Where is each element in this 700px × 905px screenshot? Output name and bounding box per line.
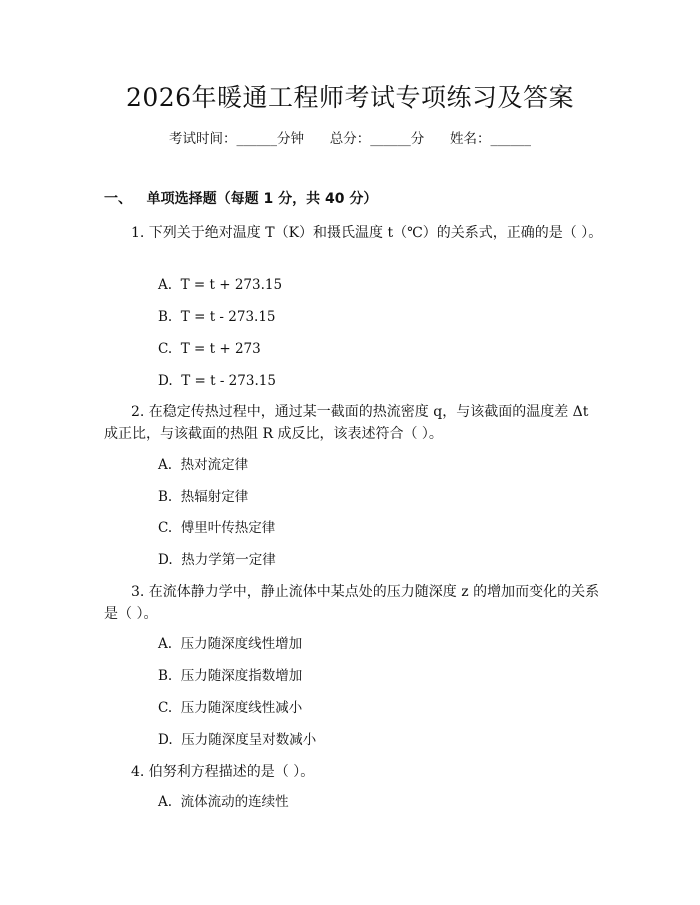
question-3-option-d: D. 压力随深度呈对数减小: [158, 732, 317, 748]
question-2-option-a: A. 热对流定律: [158, 457, 249, 473]
question-2-option-d: D. 热力学第一定律: [158, 552, 276, 568]
page-title: 2026年暖通工程师考试专项练习及答案: [125, 83, 575, 112]
question-1-option-b: B. T = t - 273.15: [158, 309, 276, 325]
question-2-option-c: C. 傅里叶传热定律: [158, 520, 276, 536]
question-4-option-a: A. 流体流动的连续性: [158, 794, 289, 810]
question-1-option-c: C. T = t + 273: [158, 341, 261, 357]
question-1-option-a: A. T = t + 273.15: [158, 277, 283, 293]
question-3-option-b: B. 压力随深度指数增加: [158, 668, 303, 684]
exam-info-line: 考试时间：______分钟 总分：______分 姓名：______: [169, 131, 531, 147]
question-2-option-b: B. 热辐射定律: [158, 489, 249, 505]
question-1-option-d: D. T = t - 273.15: [158, 373, 276, 389]
question-2: 2. 在稳定传热过程中，通过某一截面的热流密度 q，与该截面的温度差 Δt 成正比，与该截面的热阻 R 成反比，该表述符合（ ）。: [104, 404, 589, 442]
question-1: 1. 下列关于绝对温度 T（K）和摄氏温度 t（℃）的关系式，正确的是（ ）。: [131, 225, 603, 241]
section-heading: 一、 单项选择题（每题 1 分，共 40 分）: [104, 191, 378, 207]
question-4: 4. 伯努利方程描述的是（ ）。: [131, 764, 315, 780]
question-3-option-a: A. 压力随深度线性增加: [158, 636, 303, 652]
question-3-option-c: C. 压力随深度线性减小: [158, 700, 303, 716]
question-3: 3. 在流体静力学中，静止流体中某点处的压力随深度 z 的增加而变化的关系是（ ）。: [104, 584, 600, 622]
